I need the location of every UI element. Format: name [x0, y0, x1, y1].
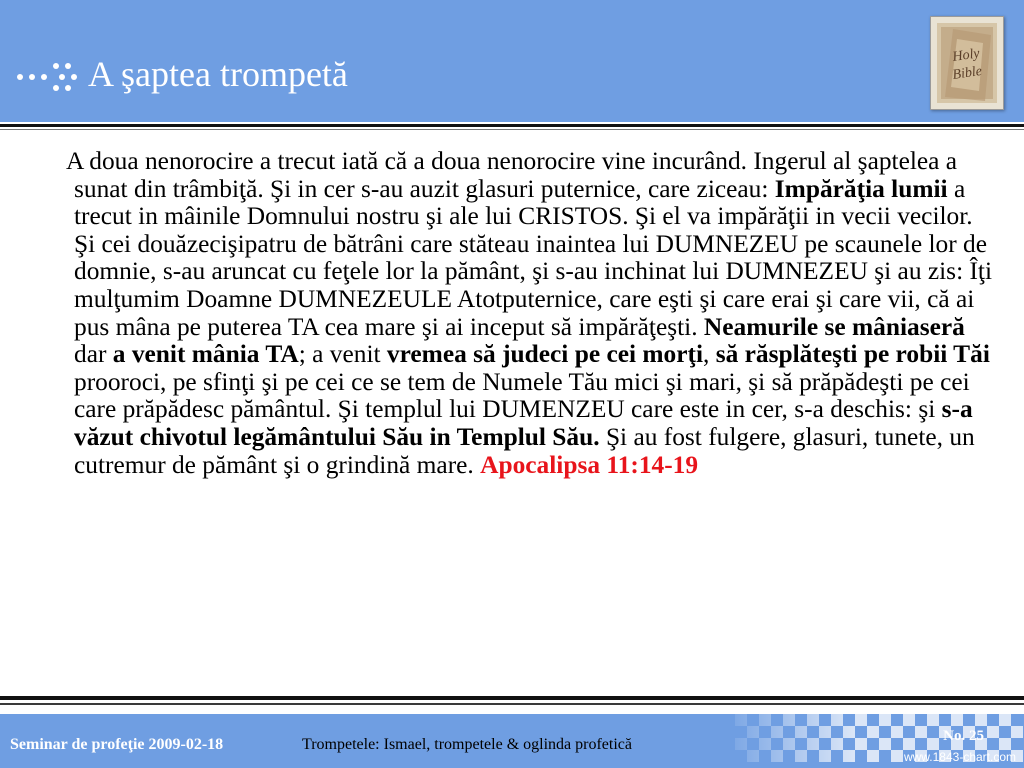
header-rule-thick	[0, 124, 1024, 127]
passage-bold: vremea să judeci pe cei morţi	[386, 340, 704, 369]
passage-bold: Neamurile se mâniaseră	[703, 312, 965, 341]
scripture-paragraph	[66, 147, 1000, 479]
scripture-passage	[66, 147, 1000, 479]
passage-text: ; a venit	[298, 340, 387, 369]
footer-url: www.1843-chart.com	[903, 750, 1016, 764]
slide-title: A şaptea trompetă	[88, 54, 348, 94]
passage-text: A doua nenorocire a trecut iată că a doua nenorocire vine incurând. Ingerul al şaptelea a sunat din trâmbiţă. Şi in cer s-au auzit glasuri puternice, care ziceau:	[66, 147, 958, 203]
passage-text: ,	[703, 340, 716, 369]
logo-text-holy: Holy	[951, 46, 981, 65]
slide-footer	[0, 714, 1024, 768]
slide-header	[0, 0, 1024, 122]
passage-text: Şi au fost fulgere, glasuri, tunete, un cutremur de pământ şi o grindină mare.	[74, 422, 975, 479]
holy-bible-image	[930, 16, 1004, 110]
passage-text: prooroci, pe sfinţi şi pe cei ce se tem de Numele Tău mici şi mari, şi să prăpădeşti pe cei care prăpădesc pământul. Şi templul lui DUMENZEU care este in cer, s-a deschis: şi	[74, 367, 970, 424]
footer-seminar-label: Seminar de profeţie 2009-02-18	[10, 736, 224, 753]
passage-text: a trecut in mâinile Domnului nostru şi ale lui CRISTOS. Şi el va impărăţii in vecii vecilor. Şi cei douăzecişipatru de bătrâni care stăteau inaintea lui DUMNEZEU pe scaunele lor de domnie, s-au aruncat cu feţele lor la pământ, şi s-au inchinat lui DUMNEZEU şi au zis: Îţi mulţumim Doamne DUMNEZEULE Atotputernice, care eşti şi care erai şi care vii, că ai pus mâna pe puterea TA cea mare şi ai inceput să impărăţeşti.	[74, 174, 993, 341]
bullet-dots-icon	[14, 58, 78, 94]
passage-bold: s-a văzut chivotul legământului Său in Templul Său.	[74, 395, 973, 451]
slide-number: No. 25	[943, 728, 984, 744]
header-rule-thin	[0, 129, 1024, 130]
logo-text-bible: Bible	[951, 63, 983, 83]
passage-text: dar	[74, 340, 113, 369]
footer-rule-thick	[0, 696, 1024, 700]
passage-bold: să răsplăteşti pe robii Tăi	[715, 340, 990, 369]
passage-bold: Impărăţia lumii	[774, 174, 948, 203]
passage-bold: a venit mânia TA	[112, 340, 299, 369]
bible-reference: Apocalipsa 11:14-19	[480, 450, 699, 479]
footer-rule-thin	[0, 703, 1024, 705]
footer-presentation-title: Trompetele: Ismael, trompetele & oglinda profetică	[302, 736, 632, 753]
